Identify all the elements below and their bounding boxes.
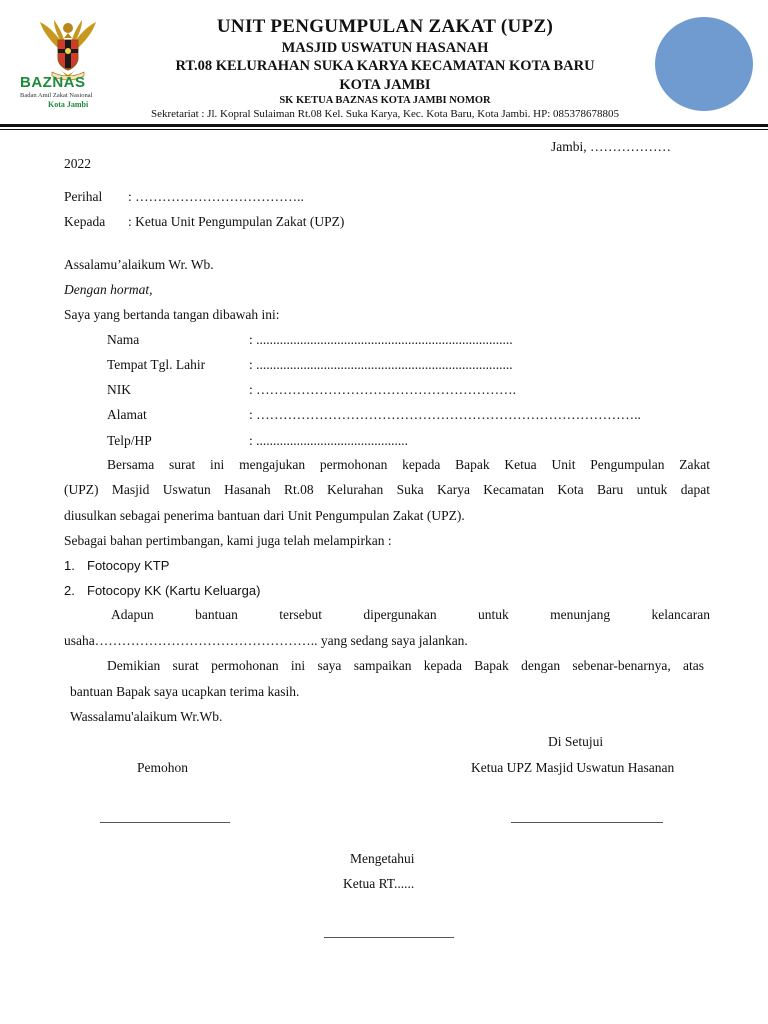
- field-value-telp: : .............................................: [249, 433, 409, 448]
- org-district: RT.08 KELURAHAN SUKA KARYA KECAMATAN KOTA BARU: [175, 58, 595, 74]
- para3-line2: bantuan Bapak saya ucapkan terima kasih.: [70, 684, 300, 699]
- org-title: UNIT PENGUMPULAN ZAKAT (UPZ): [216, 16, 554, 37]
- pemohon-label: Pemohon: [137, 760, 189, 775]
- org-sk-number: SK KETUA BAZNAS KOTA JAMBI NOMOR: [279, 95, 491, 106]
- logo-subtitle: Badan Amil Zakat Nasional: [20, 92, 93, 99]
- para2-line2: usaha………………………………………….. yang sedang saya jalankan.: [64, 633, 468, 648]
- signature-line-pemohon: [100, 822, 230, 823]
- field-value-nama: : ............................................................................: [249, 332, 513, 347]
- garuda-emblem-icon: [18, 14, 118, 114]
- place-date: Jambi, ………………: [551, 139, 671, 154]
- para3-line1: Demikian surat permohonan ini saya sampaikan kepada Bapak dengan sebenar-benarnya, atas: [107, 658, 704, 673]
- perihal-label: Perihal: [64, 189, 103, 204]
- intro-text: Saya yang bertanda tangan dibawah ini:: [64, 307, 280, 322]
- field-value-alamat: : …………………………………………………………………………..: [249, 407, 641, 422]
- header-rule-thick: [0, 124, 768, 127]
- field-value-nik: : ………………………………………………….: [249, 382, 517, 397]
- header-rule-thin: [0, 129, 768, 130]
- hormat: Dengan hormat,: [64, 282, 153, 297]
- field-label-ttl: Tempat Tgl. Lahir: [107, 357, 206, 372]
- field-value-ttl: : ............................................................................: [249, 357, 513, 372]
- field-label-telp: Telp/HP: [107, 433, 152, 448]
- closing: Wassalamu'alaikum Wr.Wb.: [70, 709, 223, 724]
- para1-line3: diusulkan sebagai penerima bantuan dari Unit Pengumpulan Zakat (UPZ).: [64, 508, 465, 523]
- greeting: Assalamu’alaikum Wr. Wb.: [64, 257, 214, 272]
- baznas-logo: [18, 14, 118, 114]
- attachment-text-2: Fotocopy KK (Kartu Keluarga): [87, 583, 261, 598]
- org-mosque: MASJID USWATUN HASANAH: [281, 40, 489, 56]
- attachments-intro: Sebagai bahan pertimbangan, kami juga telah melampirkan :: [64, 533, 392, 548]
- disetujui-label: Di Setujui: [548, 734, 604, 749]
- attachment-text-1: Fotocopy KTP: [87, 558, 170, 573]
- field-label-nama: Nama: [107, 332, 140, 347]
- mengetahui-label: Mengetahui: [350, 851, 415, 866]
- field-label-alamat: Alamat: [107, 407, 147, 422]
- logo-city: Kota Jambi: [48, 100, 89, 109]
- para1-line1: Bersama surat ini mengajukan permohonan kepada Bapak Ketua Unit Pengumpulan Zakat: [107, 457, 710, 472]
- signature-line-ketua-upz: [511, 822, 663, 823]
- org-secretariat: Sekretariat : Jl. Kopral Sulaiman Rt.08 Kel. Suka Karya, Kec. Kota Baru, Kota Jambi. HP: 085378678805: [150, 108, 620, 120]
- logo-wordmark: BAZNAS: [20, 74, 86, 91]
- field-label-nik: NIK: [107, 382, 131, 397]
- attachment-num-1: 1.: [64, 558, 75, 573]
- stamp-circle: [655, 17, 753, 111]
- letter-year: 2022: [64, 156, 91, 171]
- ketua-rt-label: Ketua RT......: [343, 876, 415, 891]
- perihal-value: : ………………………………..: [128, 189, 304, 204]
- attachment-num-2: 2.: [64, 583, 75, 598]
- para1-line2: (UPZ) Masjid Uswatun Hasanah Rt.08 Kelurahan Suka Karya Kecamatan Kota Baru untuk dapat: [64, 482, 710, 497]
- para2-line1: Adapun bantuan tersebut dipergunakan untuk menunjang kelancaran: [111, 607, 710, 622]
- signature-line-ketua-rt: [324, 937, 454, 938]
- kepada-value: : Ketua Unit Pengumpulan Zakat (UPZ): [128, 214, 345, 229]
- kepada-label: Kepada: [64, 214, 106, 229]
- org-city: KOTA JAMBI: [339, 77, 431, 93]
- ketua-upz-label: Ketua UPZ Masjid Uswatun Hasanan: [471, 760, 675, 775]
